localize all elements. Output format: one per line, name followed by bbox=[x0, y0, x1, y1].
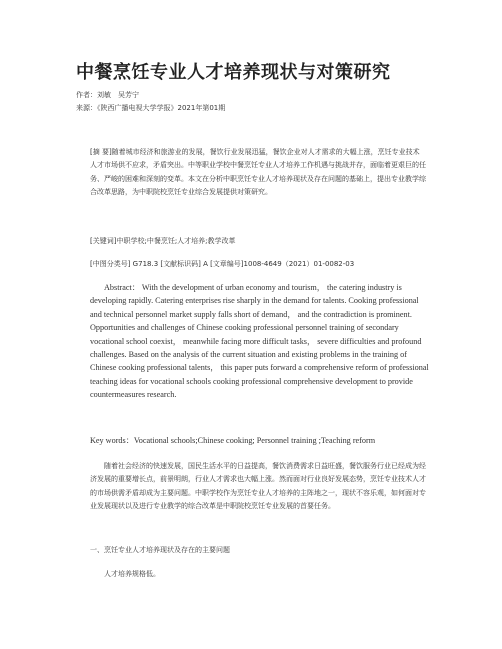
article-authors: 作者：刘敏 吴芳宁 bbox=[76, 91, 139, 99]
article-source: 来源：《陕西广播电视大学学报》2021年第01期 bbox=[76, 104, 226, 112]
subsection-heading: 人才培养规格低。 bbox=[104, 570, 160, 578]
abstract-en: Abstract： With the development of urban economy and tourism， the catering industry is developing rapidly. Catering enterprises rise sharply in the demand for talents. Cooking professional and technical personnel market supply falls short of demand， and the contradiction is prominent. Opportunities and challenges of Chinese cooking professional personnel training of secondary vocational school coexist， meanwhile facing more difficult tasks， severe difficulties and profound challenges. Based on the analysis of the current situation and existing problems in the training of Chinese cooking professional talents， this paper puts forward a comprehensive reform of professional teaching ideas for vocational schools cooking professional comprehensive development to provide countermeasures research. bbox=[90, 283, 429, 400]
article-title: 中餐烹饪专业人才培养现状与对策研究 bbox=[76, 62, 391, 83]
section-heading: 一、烹饪专业人才培养现状及存在的主要问题 bbox=[90, 546, 230, 554]
classification-line: [中图分类号] G718.3 [文献标识码] A [文章编号]1008-4649（2021）01-0082-03 bbox=[90, 260, 355, 268]
body-paragraph: 随着社会经济的快速发展，国民生活水平的日益提高，餐饮消费需求日益旺盛，餐饮服务行业已经成为经济发展的重要增长点，前景明朗，行业人才需求也大幅上涨。然而面对行业良好发展态势，烹饪专业技术人才的市场供需矛盾却成为主要问题。中职学校作为烹饪专业人才培养的主阵地之一，现状不容乐观，如何面对专业发展现状以及进行专业教学的综合改革是中职院校烹饪专业发展的首要任务。 bbox=[90, 462, 426, 511]
keywords-en: Key words：Vocational schools;Chinese cooking; Personnel training ;Teaching reform bbox=[90, 436, 376, 445]
abstract-zh: [摘 要]随着城市经济和旅游业的发展，餐饮行业发展迅猛，餐饮企业对人才需求的大幅上涨，烹饪专业技术人才市场供不应求，矛盾突出。中等职业学校中餐烹饪专业人才培养工作机遇与挑战并存，面临着更艰巨的任务、严峻的困难和深刻的变革。本文在分析中职烹饪专业人才培养现状及存在问题的基础上，提出专业教学综合改革思路，为中职院校烹饪专业综合发展提供对策研究。 bbox=[90, 148, 426, 197]
keywords-zh: [关键词]中职学校;中餐烹饪;人才培养;教学改革 bbox=[90, 237, 236, 245]
